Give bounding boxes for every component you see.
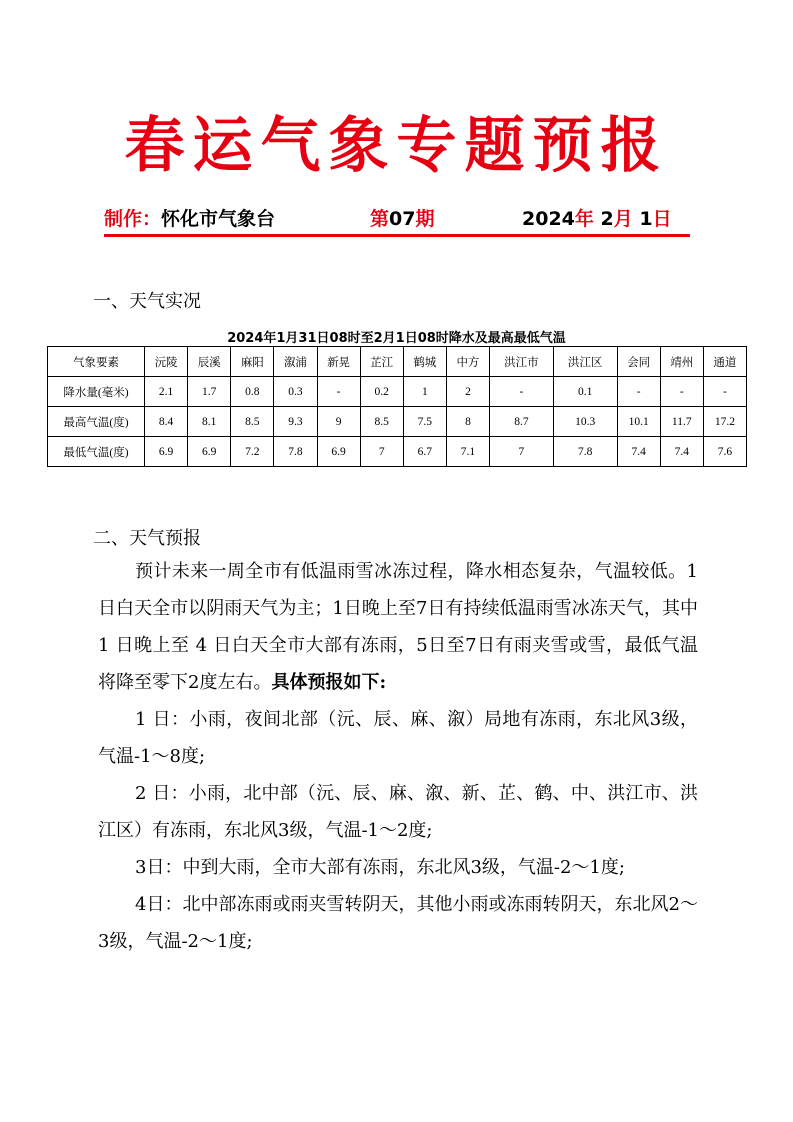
table-cell: 7.4 [617, 437, 660, 467]
table-cell: - [317, 377, 360, 407]
table-cell: 8.5 [360, 407, 403, 437]
forecast-body [98, 553, 698, 960]
table-cell: 9 [317, 407, 360, 437]
table-cell: 7 [490, 437, 554, 467]
table-cell: 7.8 [553, 437, 617, 467]
table-cell: 6.9 [317, 437, 360, 467]
table-cell: 17.2 [703, 407, 746, 437]
table-cell: 7.1 [446, 437, 489, 467]
station-header: 通道 [703, 347, 746, 377]
station-header: 中方 [446, 347, 489, 377]
table-title: 2024年1月31日08时至2月1日08时降水及最高最低气温 [227, 331, 566, 346]
table-cell: 9.3 [274, 407, 317, 437]
table-cell: 1 [403, 377, 446, 407]
station-header: 会同 [617, 347, 660, 377]
table-cell: 8.5 [231, 407, 274, 437]
table-cell: 7 [360, 437, 403, 467]
table-cell: 8.1 [188, 407, 231, 437]
table-cell: 6.7 [403, 437, 446, 467]
station-header: 鹤城 [403, 347, 446, 377]
table-cell: 11.7 [660, 407, 703, 437]
table-row [48, 377, 747, 407]
table-cell: 8.4 [145, 407, 188, 437]
producer-label: 制作： [104, 208, 162, 230]
table-cell: 7.6 [703, 437, 746, 467]
producer-name: 怀化市气象台 [161, 208, 276, 230]
row-label: 最低气温(度) [48, 437, 145, 467]
table-header-label: 气象要素 [48, 347, 145, 377]
table-cell: - [703, 377, 746, 407]
row-label: 降水量(毫米) [48, 377, 145, 407]
station-header: 沅陵 [145, 347, 188, 377]
table-cell: 10.3 [553, 407, 617, 437]
table-cell: 7.4 [660, 437, 703, 467]
table-row [48, 437, 747, 467]
station-header: 麻阳 [231, 347, 274, 377]
table-cell: 0.8 [231, 377, 274, 407]
station-header: 辰溪 [188, 347, 231, 377]
table-cell: 7.8 [274, 437, 317, 467]
table-cell: 7.5 [403, 407, 446, 437]
row-label: 最高气温(度) [48, 407, 145, 437]
issue-date: 2024年 2月 1日 [522, 208, 672, 230]
header-divider [104, 234, 690, 237]
forecast-day-3: 3日：中到大雨，全市大部有冻雨，东北风3级，气温-2～1度; [135, 857, 625, 878]
table-cell: 6.9 [145, 437, 188, 467]
producer-block [104, 204, 275, 231]
table-cell: - [617, 377, 660, 407]
issue-number: 第07期 [370, 208, 435, 230]
table-cell: 10.1 [617, 407, 660, 437]
station-header: 芷江 [360, 347, 403, 377]
table-header-row [48, 347, 747, 377]
section-heading-forecast: 二、天气预报 [93, 528, 201, 549]
table-cell: 2.1 [145, 377, 188, 407]
station-header: 靖州 [660, 347, 703, 377]
table-cell: 0.2 [360, 377, 403, 407]
station-header: 洪江区 [553, 347, 617, 377]
table-cell: 2 [446, 377, 489, 407]
observation-table [47, 346, 747, 467]
forecast-day-4: 4日：北中部冻雨或雨夹雪转阴天，其他小雨或冻雨转阴天，东北风2～3级，气温-2～1度; [98, 894, 698, 952]
station-header: 溆浦 [274, 347, 317, 377]
station-header: 新晃 [317, 347, 360, 377]
table-cell: 0.3 [274, 377, 317, 407]
forecast-summary: 预计未来一周全市有低温雨雪冰冻过程，降水相态复杂，气温较低。1日白天全市以阴雨天气为主；1日晚上至7日有持续低温雨雪冰冻天气，其中 1 日晚上至 4 日白天全市大部有冻雨，5日至7日有雨夹雪或雪，最低气温将降至零下2度左右。具体预报如下: [98, 561, 698, 693]
section-heading-observations: 一、天气实况 [93, 291, 201, 312]
forecast-day-2: 2 日：小雨，北中部（沅、辰、麻、溆、新、芷、鹤、中、洪江市、洪江区）有冻雨，东北风3级，气温-1～2度; [98, 783, 698, 841]
table-cell: - [490, 377, 554, 407]
table-cell: 8.7 [490, 407, 554, 437]
forecast-day-1: 1 日：小雨，夜间北部（沅、辰、麻、溆）局地有冻雨，东北风3级，气温-1～8度; [98, 709, 698, 767]
station-header: 洪江市 [490, 347, 554, 377]
table-cell: 0.1 [553, 377, 617, 407]
masthead [104, 204, 688, 230]
forecast-summary-bold: 具体预报如下: [271, 672, 387, 693]
table-row [48, 407, 747, 437]
table-cell: 1.7 [188, 377, 231, 407]
table-cell: 6.9 [188, 437, 231, 467]
table-cell: 8 [446, 407, 489, 437]
page-title: 春运气象专题预报 [124, 111, 669, 181]
table-cell: 7.2 [231, 437, 274, 467]
table-cell: - [660, 377, 703, 407]
